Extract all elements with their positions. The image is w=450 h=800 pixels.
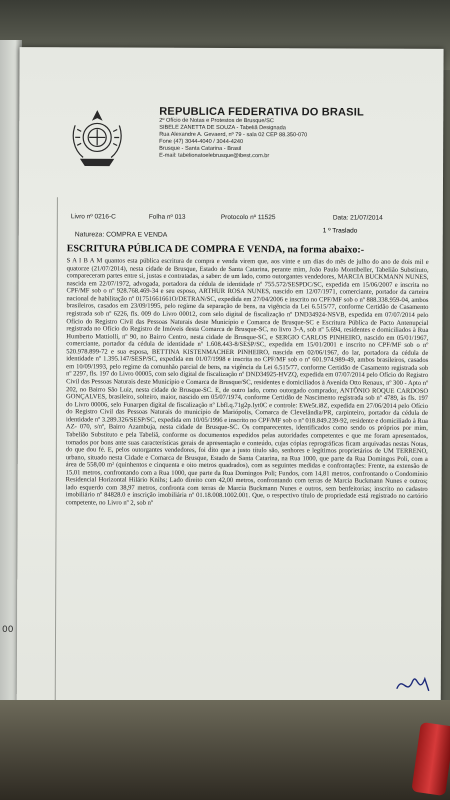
deed-date: Data: 21/07/2014 <box>332 214 383 222</box>
livro-number: Livro nº 0216-C <box>70 213 116 221</box>
header-line: 2º Ofício de Notas e Protestos de Brusque/SC <box>159 117 274 125</box>
protocolo-number: Protocolo nº 11525 <box>220 213 276 222</box>
office-header <box>159 106 429 161</box>
margin-rule <box>55 197 58 717</box>
coat-of-arms-icon <box>67 105 127 169</box>
header-line: SIBELE ZANETTA DE SOUZA - Tabeliã Designada <box>159 124 286 132</box>
natureza-label: Natureza: COMPRA E VENDA <box>74 231 168 239</box>
page-edge-mark: 00 <box>2 625 14 635</box>
folha-number: Folha nº 013 <box>148 213 186 221</box>
traslado-label: 1 º Traslado <box>322 227 358 235</box>
notary-deed-page <box>16 47 443 773</box>
header-line: E-mail: tabelionatoelebrusque@ibest.com.br <box>159 152 270 160</box>
initials-signature-icon <box>393 671 433 699</box>
background-bottom <box>0 700 450 800</box>
deed-body <box>66 257 429 508</box>
header-line: Brusque - Santa Catarina - Brasil <box>159 145 242 153</box>
header-title: REPUBLICA FEDERATIVA DO BRASIL <box>159 105 364 119</box>
deed-title: ESCRITURA PÚBLICA DE COMPRA E VENDA, na forma abaixo:- <box>66 243 365 256</box>
registry-meta-row <box>71 213 411 226</box>
deed-body-text: S A I B A M quantos esta pública escritura de compra e venda virem que, aos vinte e um dias do mês de julho do ano de dois mil e quatorze (21/07/2014), nesta cidade de Brusque, Estado de Santa Catarina, perante mim, João Paulo Montibeller, Tabelião Substituto, compareceram partes entre si, justas e contratadas, a saber: de um lado, como outorgantes vendedores, MARCIA BUCKMANN NUNES, nascida em 22/07/1972, advogada, portadora da cédula de identidade nº 755.572/SESPDC/SC, expedida em 15/06/2007 e inscrita no CPF/MF sob o nº 928.768.469-34 e seu esposo, ARTHUR ROSA NUNES, nascido em 12/07/1971, comerciante, portador da carteira nacional de habilitação nº 01751661661O/DETRAN/SC, expedida em 27/04/2006 e inscrito no CPF/MF sob o nº 888.338.959-04, ambos brasileiros, casados em 23/09/1995, pelo regime da separação de bens, na vigência da Lei 6.515/77, conforme Certidão de Casamento registrada sob nº 6226, fls. 009 do Livro 00012, com selo digital de fiscalização nº DND34924-NSVB, expedida em 07/07/2014 pelo Ofício do Registro Civil das Pessoas Naturais deste Município e Comarca de Brusque-SC e Escritura Pública de Pacto Antenupcial registrada no Ofício do Registro de Imóveis desta Comarca de Brusque-SC, no livro 3-A, sob nº 5.694, residentes e domiciliados à Rua Humberto Mattiolli, nº 90, no Bairro Centro, nesta cidade de Brusque-SC, e SERGIO CARLOS PINHEIRO, nascido em 05/01/1967, comerciante, portador da cédula de identidade nº 1.608.443-8/SESP/SC, expedida em 15/01/2001 e inscrito no CPF/MF sob o nº 520.978.899-72 e sua esposa, BETTINA KISTENMACHER PINHEIRO, nascida em 02/06/1967, do lar, portadora da cédula de identidade nº 1.395.147/SESP/SC, expedida em 01/07/1998 e inscrita no CPF/MF sob o nº 601.974.989-49, ambos brasileiros, casados em 10/09/1993, pelo regime da comunhão parcial de bens, na vigência da Lei 6.515/77, conforme Certidão de Casamento registrada sob nº 2297, fls. 197 do Livro 00005, com selo digital de fiscalização nº DND34925-HVZQ, expedida em 07/07/2014 pelo Ofício do Registro Civil das Pessoas Naturais deste Município e Comarca de Brusque/SC, residentes e domiciliados à Avenida Otto Renaux, nº 300 - Apto nº 202, no Bairro São Luiz, nesta cidade de Brusque-SC. E, de outro lado, como outorgado comprador, ANTÔNIO ROQUE CARDOSO GONÇALVES, brasileiro, solteiro, maior, nascido em 05/07/1974, conforme Certidão de Nascimento registrada sob nº 4789, às fls. 197 do Livro 00006, selo Funarpen digital de fiscalização nº Lbfl.q.71g2p.Iyt0C e controle: EWe5t.i8Z, expedida em 27/06/2014 pelo Ofício do Registro Civil das Pessoas Naturais do município de Mariópolis, Comarca de Clevelândia/PR, carpinteiro, portador da cédula de identidade nº 3.289.326/SESP/SC, expedida em 10/05/1996 e inscrito no CPF/MF sob o nº 018.849.239-92, residente e domiciliado à Rua AZ- 070, s/nº, Bairro Azambuja, nesta cidade de Brusque-SC. Os comparecentes, identificados como sendo os próprios por mim, Tabelião Substituto e pela Tabeliã, conforme os documentos expedidos pelas autoridades competentes e que me foram apresentados, tomados por bons ante suas características gerais de apresentação e conteúdo, cujas cópias reprográficas ficam arquivadas nestas Notas, do que dou fé. E, pelos outorgantes vendedores, foi dito que a justo título são, senhores e legítimos proprietários de UM TERRENO, urbano, situado nesta Cidade e Comarca de Brusque, Estado de Santa Catarina, na Rua 1000, que parte da Rua Domingos Poli, com a área de 558,00 m² (quinhentos e cinquenta e oito metros quadrados), com as seguintes medidas e confrontações: Frente, na extensão de 15,01 metros, confrontando com a Rua 1000, que parte da Rua Domingos Poli; Fundos, com 14,81 metros, confrontando o Condomínio Residencial Horizontal Hilário Knihs; Lado direito com 42,00 metros, confrontando com terras de Marcia Buckmann Nunes e outros; lado esquerdo com 38,97 metros, confronta com terras de Marcia Buckmann Nunes e outros, sem benfeitorias; inscrito no cadastro imobiliário nº 84828.0 e inscrição imobiliária nº 01.18.008.1002.001. Que, o respectivo título de propriedade está registrado no cartório competente, no Livro nº 2, sob nº <box>65 257 429 507</box>
header-line: Fone (47) 3044-4040 / 3044-4240 <box>159 138 244 146</box>
header-line: Rua Alexandre A. Gevaerd, nº 79 - sala 02 CEP 88.350-070 <box>159 131 308 139</box>
